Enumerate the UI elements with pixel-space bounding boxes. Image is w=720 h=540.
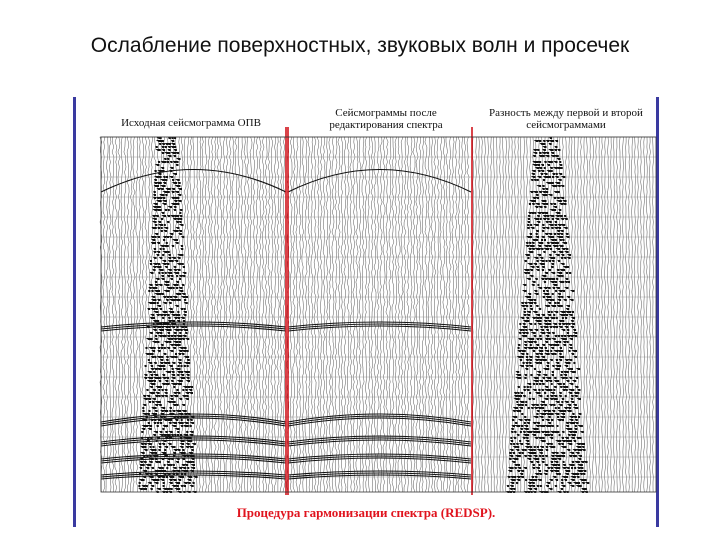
figure-caption: Процедура гармонизации спектра (REDSP). [236, 505, 496, 520]
panel-title-original: Исходная сейсмограмма ОПВ [121, 117, 261, 129]
seismogram-figure [73, 97, 659, 527]
seismogram-image [76, 97, 662, 527]
panel-title-edited: Сейсмограммы после редактирования спектра [329, 107, 443, 131]
slide-title: Ослабление поверхностных, звуковых волн и просечек [90, 34, 630, 57]
panel-title-difference: Разность между первой и второй сейсмограммами [489, 107, 643, 131]
